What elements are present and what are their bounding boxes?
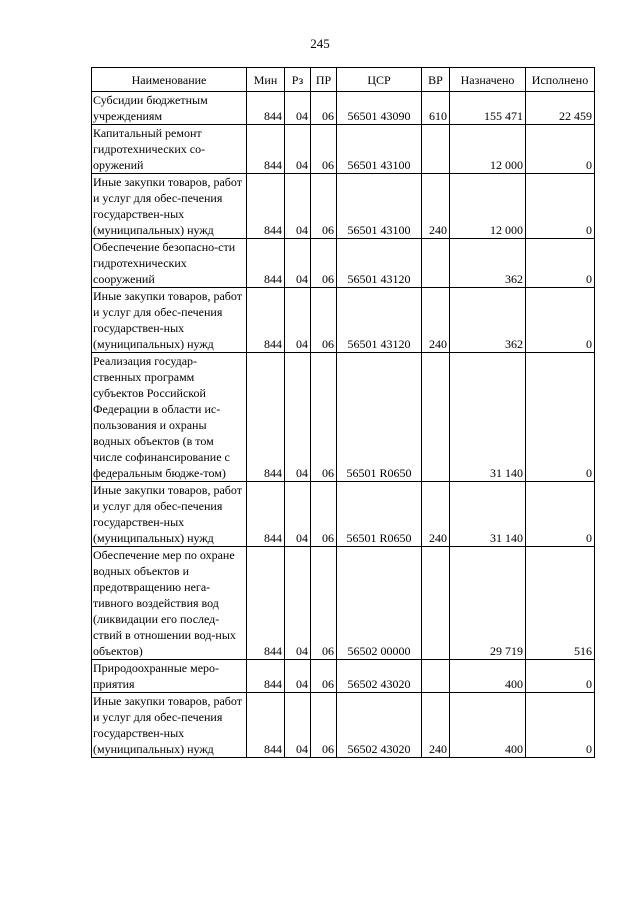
- cell-vr: 240: [422, 482, 450, 547]
- cell-rz: 04: [285, 125, 311, 174]
- cell-executed: 516: [526, 547, 595, 660]
- cell-name: Обеспечение безопасно-сти гидротехнических сооружений: [92, 239, 247, 288]
- cell-rz: 04: [285, 174, 311, 239]
- cell-csr: 56501 43100: [337, 174, 422, 239]
- cell-pr: 06: [311, 353, 337, 482]
- table-row: [92, 660, 595, 693]
- cell-name: Природоохранные меро-приятия: [92, 660, 247, 693]
- table-row: [92, 239, 595, 288]
- header-rz: Рз: [285, 68, 311, 92]
- cell-csr: 56502 00000: [337, 547, 422, 660]
- cell-min: 844: [247, 92, 285, 125]
- cell-min: 844: [247, 288, 285, 353]
- table-row: [92, 693, 595, 758]
- cell-executed: 0: [526, 482, 595, 547]
- cell-csr: 56501 R0650: [337, 482, 422, 547]
- cell-name: Иные закупки товаров, работ и услуг для обес-печения государствен-ных (муниципальных) нужд: [92, 482, 247, 547]
- cell-executed: 0: [526, 125, 595, 174]
- cell-pr: 06: [311, 125, 337, 174]
- cell-name: Иные закупки товаров, работ и услуг для обес-печения государствен-ных (муниципальных) нужд: [92, 288, 247, 353]
- cell-pr: 06: [311, 288, 337, 353]
- cell-assigned: 12 000: [450, 174, 526, 239]
- cell-executed: 0: [526, 174, 595, 239]
- cell-rz: 04: [285, 288, 311, 353]
- cell-assigned: 29 719: [450, 547, 526, 660]
- cell-vr: 240: [422, 288, 450, 353]
- table-row: [92, 174, 595, 239]
- cell-csr: 56501 43090: [337, 92, 422, 125]
- cell-min: 844: [247, 174, 285, 239]
- header-assigned: Назначено: [450, 68, 526, 92]
- cell-pr: 06: [311, 239, 337, 288]
- cell-executed: 0: [526, 353, 595, 482]
- cell-pr: 06: [311, 92, 337, 125]
- cell-rz: 04: [285, 353, 311, 482]
- table-row: [92, 482, 595, 547]
- header-csr: ЦСР: [337, 68, 422, 92]
- cell-name: Обеспечение мер по охране водных объектов и предотвращению нега-тивного воздействия вод (ликвидации его послед-ствий в отношении вод-ных объектов): [92, 547, 247, 660]
- cell-vr: 610: [422, 92, 450, 125]
- cell-csr: 56501 R0650: [337, 353, 422, 482]
- table-row: [92, 547, 595, 660]
- cell-vr: [422, 125, 450, 174]
- cell-pr: 06: [311, 482, 337, 547]
- cell-assigned: 400: [450, 693, 526, 758]
- cell-vr: [422, 547, 450, 660]
- cell-assigned: 362: [450, 288, 526, 353]
- cell-min: 844: [247, 660, 285, 693]
- cell-min: 844: [247, 482, 285, 547]
- cell-pr: 06: [311, 174, 337, 239]
- cell-name: Субсидии бюджетным учреждениям: [92, 92, 247, 125]
- cell-vr: [422, 353, 450, 482]
- header-executed: Исполнено: [526, 68, 595, 92]
- cell-pr: 06: [311, 693, 337, 758]
- cell-name: Иные закупки товаров, работ и услуг для обес-печения государствен-ных (муниципальных) нужд: [92, 693, 247, 758]
- cell-assigned: 31 140: [450, 482, 526, 547]
- cell-name: Реализация государ-ственных программ субъектов Российской Федерации в области ис-пользования и охраны водных объектов (в том числе софинансирование с федеральным бюдже-том): [92, 353, 247, 482]
- cell-csr: 56501 43120: [337, 288, 422, 353]
- cell-rz: 04: [285, 482, 311, 547]
- cell-assigned: 400: [450, 660, 526, 693]
- header-pr: ПР: [311, 68, 337, 92]
- cell-min: 844: [247, 239, 285, 288]
- cell-assigned: 31 140: [450, 353, 526, 482]
- cell-executed: 0: [526, 660, 595, 693]
- cell-executed: 0: [526, 693, 595, 758]
- cell-vr: [422, 239, 450, 288]
- cell-pr: 06: [311, 660, 337, 693]
- cell-executed: 22 459: [526, 92, 595, 125]
- cell-rz: 04: [285, 547, 311, 660]
- cell-assigned: 362: [450, 239, 526, 288]
- cell-rz: 04: [285, 239, 311, 288]
- cell-csr: 56501 43120: [337, 239, 422, 288]
- table-row: [92, 125, 595, 174]
- cell-rz: 04: [285, 693, 311, 758]
- cell-pr: 06: [311, 547, 337, 660]
- table-header-row: [92, 68, 595, 92]
- cell-csr: 56502 43020: [337, 693, 422, 758]
- cell-assigned: 155 471: [450, 92, 526, 125]
- table-row: [92, 92, 595, 125]
- cell-vr: [422, 660, 450, 693]
- cell-min: 844: [247, 125, 285, 174]
- cell-name: Иные закупки товаров, работ и услуг для обес-печения государствен-ных (муниципальных) нужд: [92, 174, 247, 239]
- cell-vr: 240: [422, 174, 450, 239]
- cell-min: 844: [247, 547, 285, 660]
- budget-table: [91, 67, 595, 758]
- cell-csr: 56502 43020: [337, 660, 422, 693]
- cell-rz: 04: [285, 660, 311, 693]
- header-min: Мин: [247, 68, 285, 92]
- cell-vr: 240: [422, 693, 450, 758]
- cell-min: 844: [247, 353, 285, 482]
- page-number: 245: [310, 36, 330, 51]
- cell-assigned: 12 000: [450, 125, 526, 174]
- cell-rz: 04: [285, 92, 311, 125]
- cell-min: 844: [247, 693, 285, 758]
- cell-csr: 56501 43100: [337, 125, 422, 174]
- cell-name: Капитальный ремонт гидротехнических со-оружений: [92, 125, 247, 174]
- header-vr: ВР: [422, 68, 450, 92]
- table-row: [92, 288, 595, 353]
- table-row: [92, 353, 595, 482]
- cell-executed: 0: [526, 288, 595, 353]
- header-name: Наименование: [92, 68, 247, 92]
- cell-executed: 0: [526, 239, 595, 288]
